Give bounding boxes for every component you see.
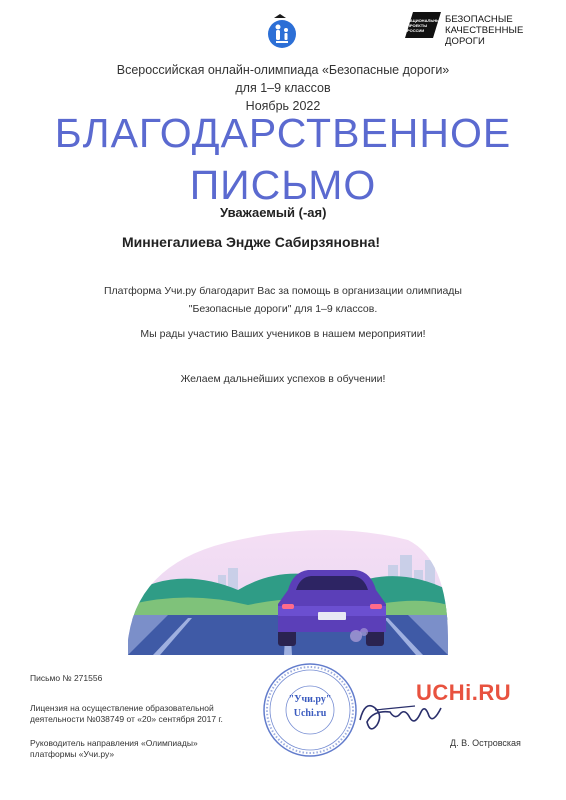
pedestrian-family-icon [266, 14, 298, 50]
head-title-line-2: платформы «Учи.ру» [30, 749, 115, 759]
greeting-dear: Уважаемый (-ая) [220, 205, 327, 220]
olympiad-date: Ноябрь 2022 [245, 99, 321, 113]
safe-roads-text: БЕЗОПАСНЫЕ КАЧЕСТВЕННЫЕ ДОРОГИ [445, 14, 524, 47]
national-projects-text: НАЦИОНАЛЬНЫЕ ПРОЕКТЫ РОССИИ [407, 18, 443, 33]
body-paragraph-2: Мы рады участию Ваших учеников в нашем мероприятии! [140, 328, 426, 340]
olympiad-grades: для 1–9 классов [235, 81, 331, 95]
stamp-text-1: "Учи.ру" [288, 694, 332, 705]
olympiad-name: Всероссийская онлайн-олимпиада «Безопасные дороги» [116, 63, 450, 77]
stamp-text-2: Uchi.ru [293, 708, 327, 719]
uchi-ru-logo: UCHi.RU [416, 680, 512, 705]
head-title-line-1: Руководитель направления «Олимпиады» [30, 738, 198, 748]
safe-roads-logo [405, 12, 555, 47]
recipient-name: Миннегалиева Эндже Сабирзяновна! [122, 234, 381, 250]
body-paragraph-1-line-1: Платформа Учи.ру благодарит Вас за помощь в организации олимпиады [104, 285, 462, 297]
official-stamp [262, 662, 358, 758]
letter-title-line1: БЛАГОДАРСТВЕННОЕ [54, 110, 512, 156]
body-paragraph-3: Желаем дальнейших успехов в обучении! [180, 373, 386, 385]
car-road-illustration [128, 520, 448, 655]
body-paragraph-1-line-2: "Безопасные дороги" для 1–9 классов. [188, 303, 378, 315]
signer-name: Д. В. Островская [450, 738, 521, 748]
license-line-1: Лицензия на осуществление образовательной [30, 703, 214, 713]
license-line-2: деятельности №038749 от «20» сентября 2017 г. [30, 714, 223, 724]
letter-number: Письмо № 271556 [30, 673, 103, 683]
letter-title-line2: ПИСЬМО [189, 162, 377, 208]
